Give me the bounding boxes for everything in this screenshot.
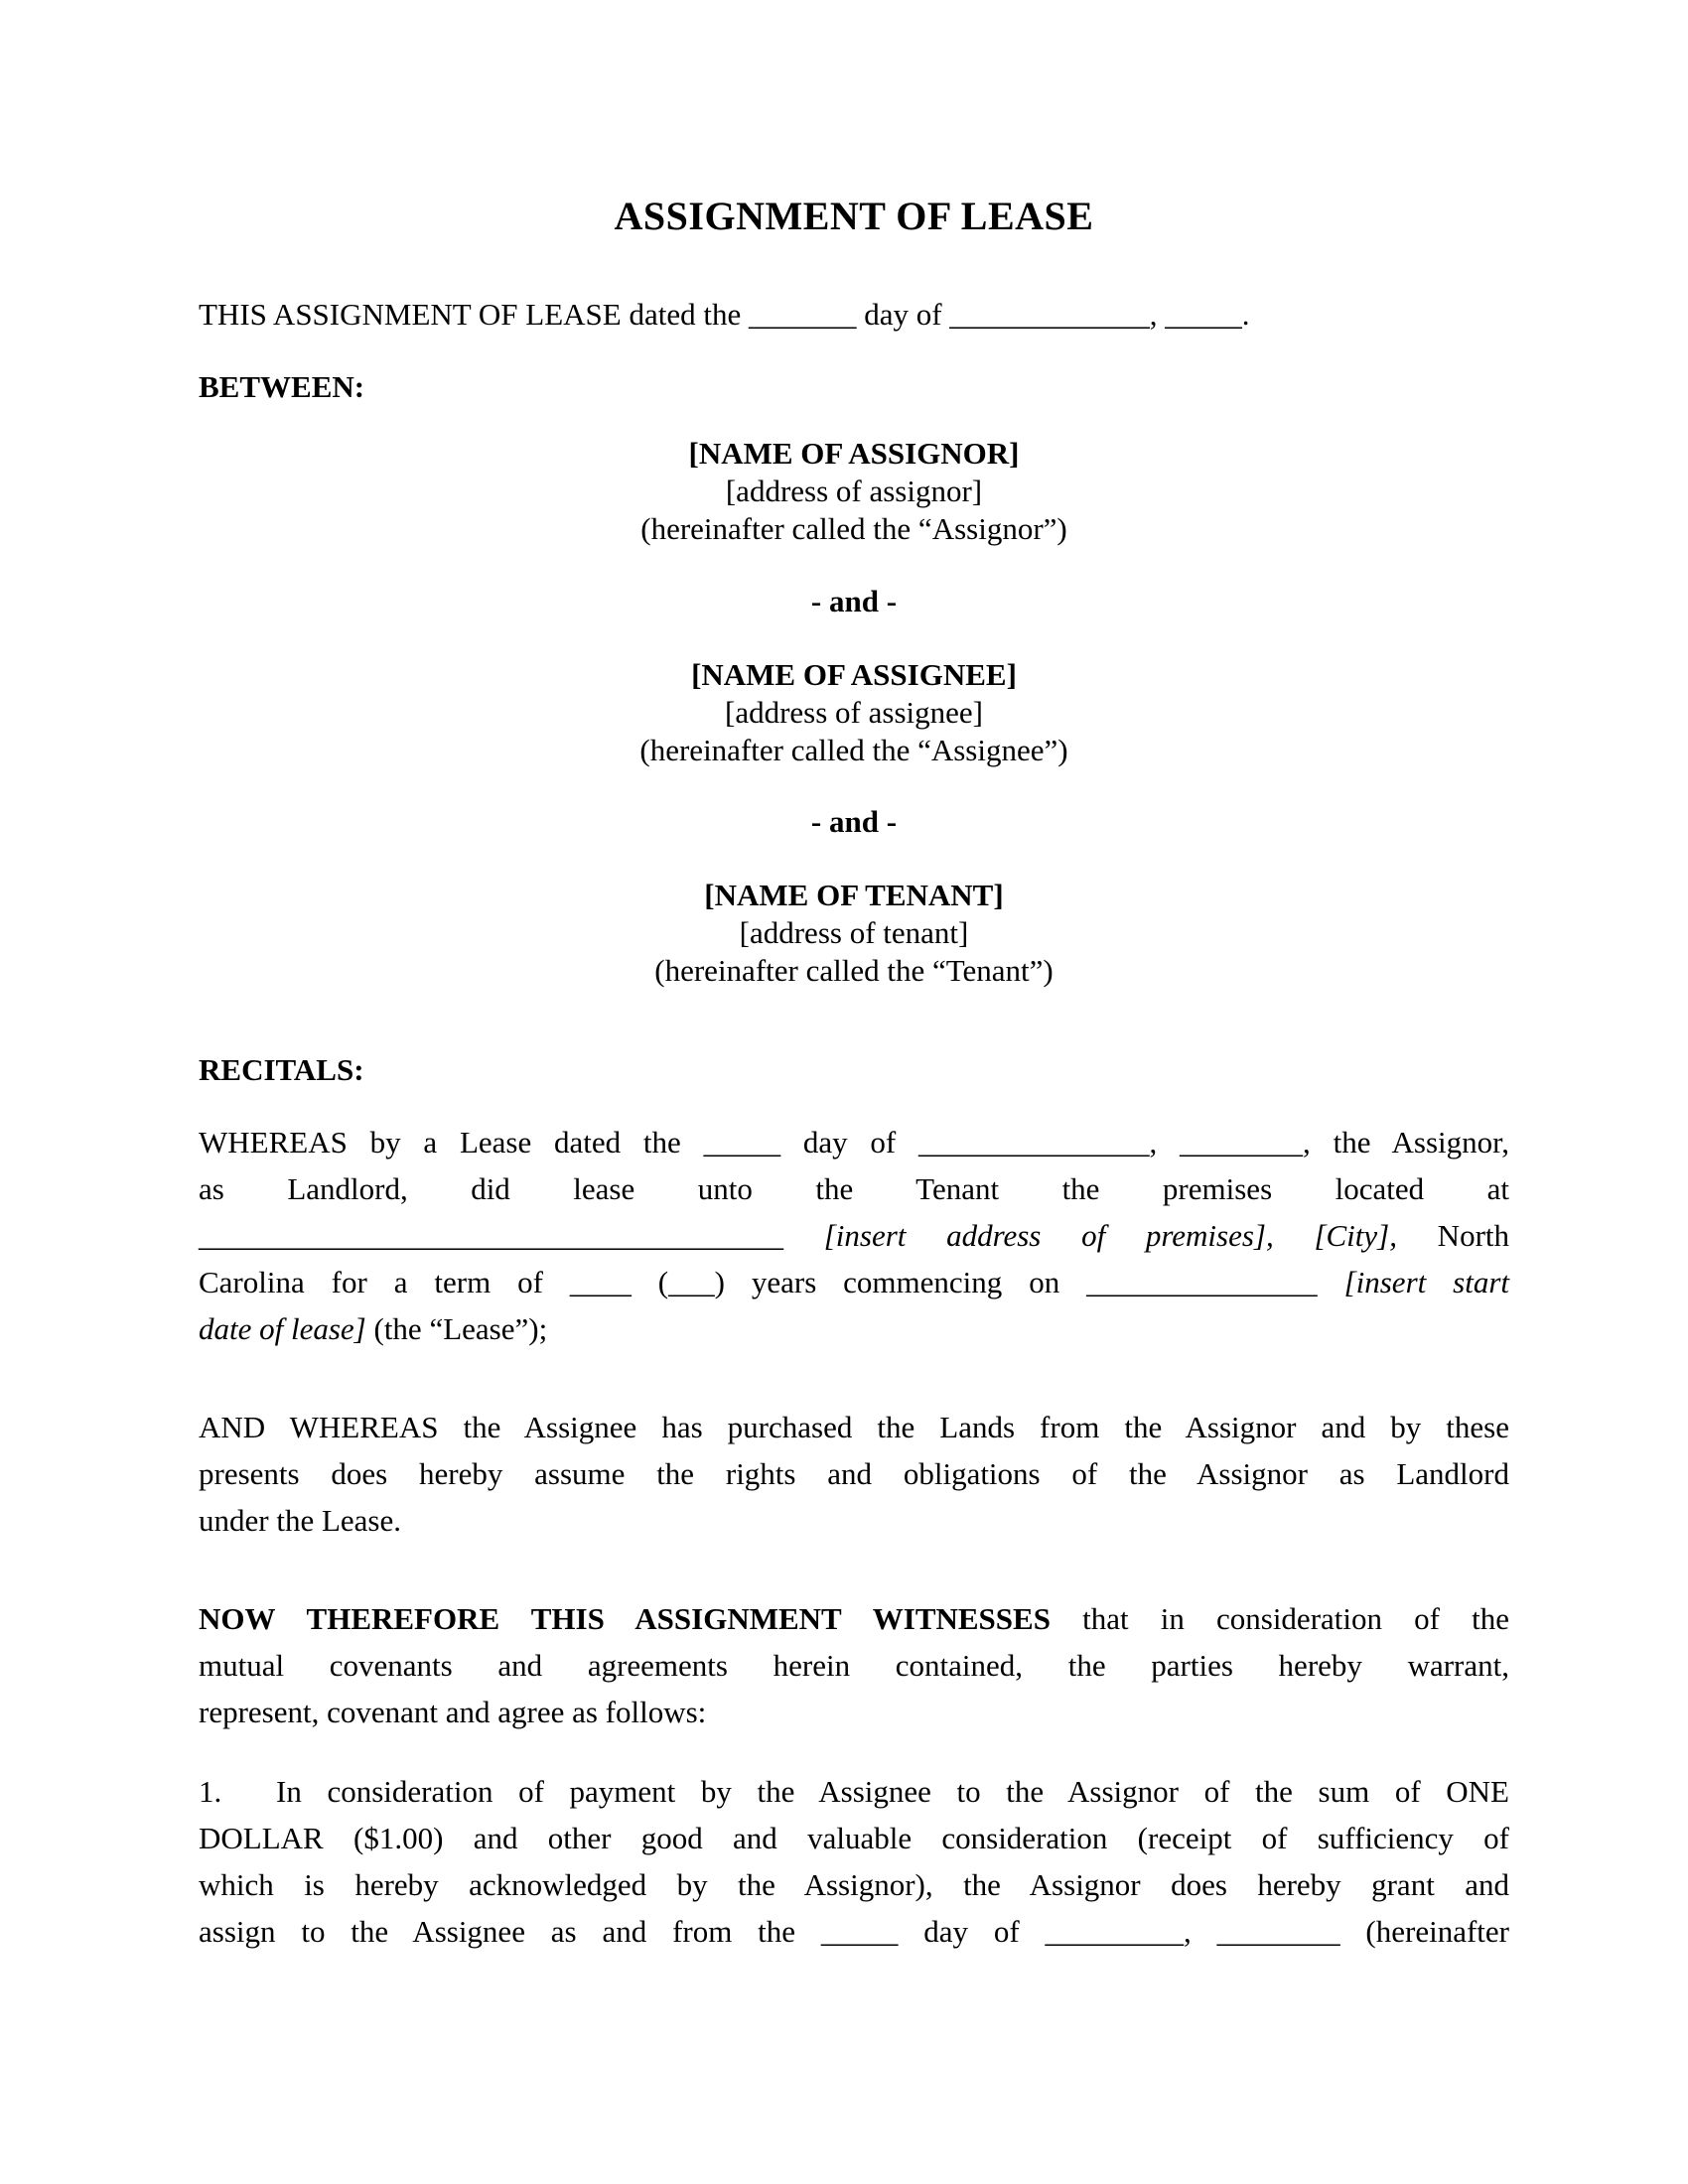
whereas-line-4 [199,1259,1509,1305]
now-therefore-line-3 [199,1689,1509,1735]
whereas-line-1 [199,1119,1509,1165]
and-whereas-clause [199,1404,1509,1544]
insert-start-date-note-2: date of lease] [199,1311,366,1346]
and-whereas-line-1-text: AND WHEREAS the Assignee has purchased the Lands from the Assignor and by these [199,1410,1509,1444]
assignor-address: [address of assignor] [725,474,983,508]
item-1-line-3-text: which is hereby acknowledged by the Assignor), the Assignor does hereby grant and [199,1867,1509,1902]
party-assignee [199,656,1509,769]
intro-clause-text: THIS ASSIGNMENT OF LEASE dated the _______ day of _____________, _____. [199,297,1250,332]
and-whereas-line-3-text: under the Lease. [199,1503,401,1538]
item-1-line-2 [199,1815,1509,1861]
and-separator-1: - and - [810,584,898,618]
whereas-line-1-text: WHEREAS by a Lease dated the _____ day of _______________, ________, the Assignor, [199,1125,1509,1160]
and-whereas-line-1 [199,1404,1509,1450]
now-therefore-line-3-text: represent, covenant and agree as follows: [199,1695,707,1729]
document-title: ASSIGNMENT OF LEASE [614,194,1094,238]
whereas-line-3 [199,1212,1509,1259]
assignee-address: [address of assignee] [725,695,983,730]
party-tenant [199,877,1509,990]
item-1-line-4 [199,1908,1509,1955]
party-assignor [199,435,1509,548]
document-body [199,0,1509,1955]
tenant-address: [address of tenant] [739,915,969,950]
now-therefore-bold-text: NOW THEREFORE THIS ASSIGNMENT WITNESSES [199,1601,1051,1636]
now-therefore-line-2 [199,1642,1509,1689]
assignee-alias: (hereinafter called the “Assignee”) [639,733,1068,767]
now-therefore-clause [199,1595,1509,1735]
whereas-line-2-text: as Landlord, did lease unto the Tenant the premises located at [199,1171,1509,1206]
tenant-alias: (hereinafter called the “Tenant”) [654,953,1054,988]
and-whereas-line-2 [199,1450,1509,1497]
and-separator-2: - and - [810,804,898,839]
insert-start-date-note-1: [insert start [1343,1265,1510,1299]
intro-clause [199,291,1509,338]
whereas-line-4-start: Carolina for a term of ____ (___) years commencing on _______________ [199,1265,1344,1299]
assignor-alias: (hereinafter called the “Assignor”) [640,511,1067,546]
insert-premises-note: [insert address of premises], [City], [823,1218,1397,1253]
now-therefore-line-2-text: mutual covenants and agreements herein contained, the parties hereby warrant, [199,1648,1509,1683]
item-1-clause [199,1768,1509,1955]
item-1-line-2-text: DOLLAR ($1.00) and other good and valuable consideration (receipt of sufficiency of [199,1821,1509,1855]
and-whereas-line-2-text: presents does hereby assume the rights and obligations of the Assignor as Landlord [199,1456,1509,1491]
now-therefore-line-1 [199,1595,1509,1642]
item-1-line-3 [199,1861,1509,1908]
assignee-name: [NAME OF ASSIGNEE] [691,657,1017,692]
item-1-number: 1. [199,1774,222,1809]
now-therefore-line-1-rest: that in consideration of the [1050,1601,1509,1636]
item-1-line-1-text: In consideration of payment by the Assignee to the Assignor of the sum of ONE [276,1774,1509,1809]
between-label: BETWEEN: [199,369,365,404]
item-1-line-1 [199,1768,1509,1815]
tenant-name: [NAME OF TENANT] [704,878,1004,912]
premises-address-blank: ______________________________________ [199,1218,824,1253]
whereas-line-5 [199,1305,1509,1352]
whereas-line-2 [199,1165,1509,1212]
whereas-clause [199,1119,1509,1352]
whereas-line-5-end: (the “Lease”); [365,1311,548,1346]
recitals-heading: RECITALS: [199,1052,364,1087]
assignor-name: [NAME OF ASSIGNOR] [688,436,1020,471]
and-whereas-line-3 [199,1497,1509,1544]
whereas-line-3-end: North [1396,1218,1510,1253]
item-1-line-4-text: assign to the Assignee as and from the _____ day of _________, ________ (hereinafter [199,1914,1509,1949]
